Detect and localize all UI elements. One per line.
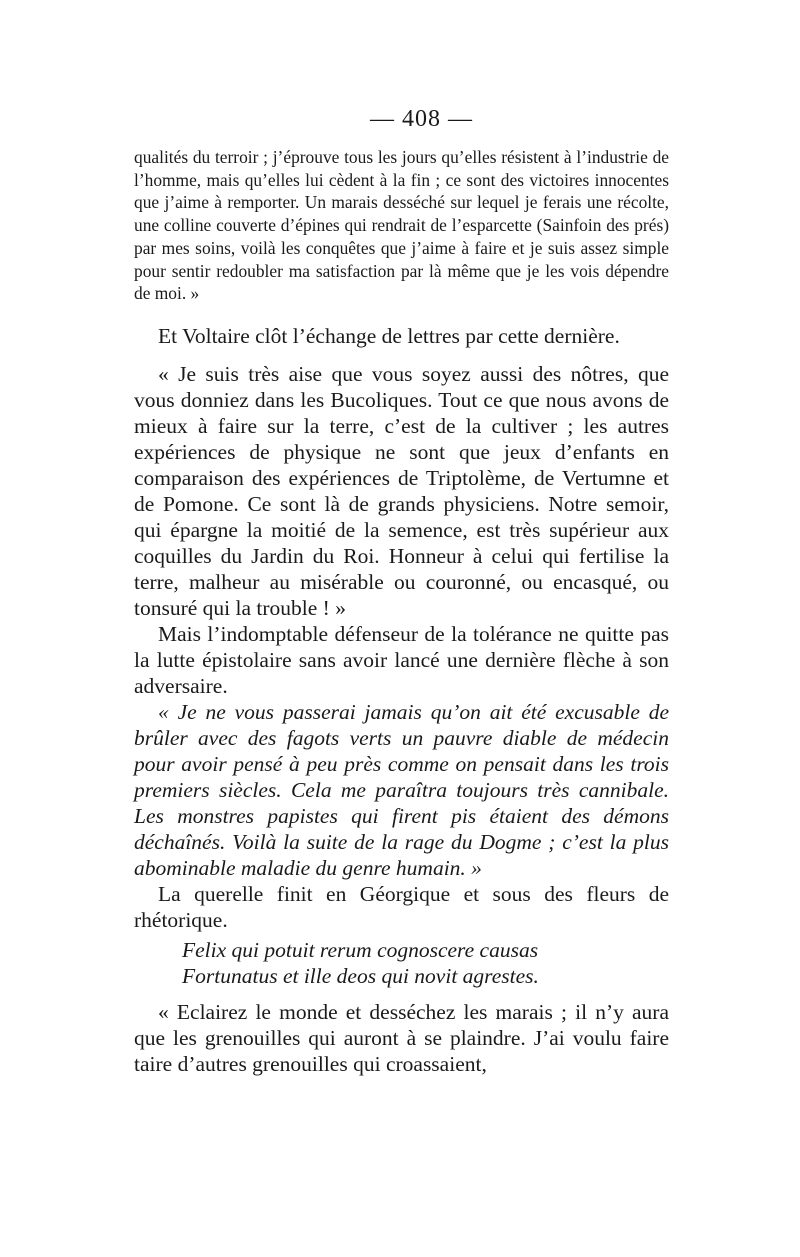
page-number: — 408 — [370,106,473,132]
body-paragraph-georgique: La querelle finit en Géorgique et sous des fleurs de rhétorique. [134,881,669,932]
verse-line-2: Fortunatus et ille deos qui novit agrestes. [182,963,539,988]
quote-continuation-paragraph: qualités du terroir ; j’éprouve tous les jours qu’elles résistent à l’industrie de l’homme, mais qu’elles lui cèdent à la fin ; ce sont des victoires innocentes que j’aime à remporter. Un marais desséché sur lequel je ferais une récolte, une colline couverte d’épines qui rendrait de l’esparcette (Sainfoin des prés) par mes soins, voilà les conquêtes que j’aime à faire et je suis assez simple pour sentir redoubler ma satisfaction par là même que je les vois dépendre de moi. » [134,147,669,304]
verse-line-1: Felix qui potuit rerum cognoscere causas [182,937,539,962]
body-paragraph-voltaire-closing: Et Voltaire clôt l’échange de lettres par cette dernière. [158,323,620,348]
latin-verse [182,937,669,989]
book-page [134,106,669,1077]
quote-paragraph-marais: « Eclairez le monde et desséchez les marais ; il n’y aura que les grenouilles qui auront à se plaindre. J’ai voulu faire taire d’autres grenouilles qui croassaient, [134,999,669,1076]
quote-paragraph-bucoliques: « Je suis très aise que vous soyez aussi des nôtres, que vous donniez dans les Bucoliques. Tout ce que nous avons de mieux à faire sur la terre, c’est de la cultiver ; les autres expériences de physique ne sont que jeux d’enfants en comparaison des expériences de Triptolème, de Vertumne et de Pomone. Ce sont là de grands physiciens. Notre semoir, qui épargne la moitié de la semence, est très supérieur aux coquilles du Jardin du Roi. Honneur à celui qui fertilise la terre, malheur au misérable ou couronné, ou encasqué, ou tonsuré qui la trouble ! » [134,361,669,620]
italic-quote-paragraph: « Je ne vous passerai jamais qu’on ait été excusable de brûler avec des fagots verts un pauvre diable de médecin pour avoir pensé à peu près comme on pensait dans les trois premiers siècles. Cela me paraîtra toujours très cannibale. Les monstres papistes qui firent pis étaient des démons déchaînés. Voilà la suite de la rage du Dogme ; c’est la plus abominable maladie du genre humain. » [134,699,669,880]
body-paragraph-tolerance: Mais l’indomptable défenseur de la tolérance ne quitte pas la lutte épistolaire sans avoir lancé une dernière flèche à son adversaire. [134,621,669,698]
